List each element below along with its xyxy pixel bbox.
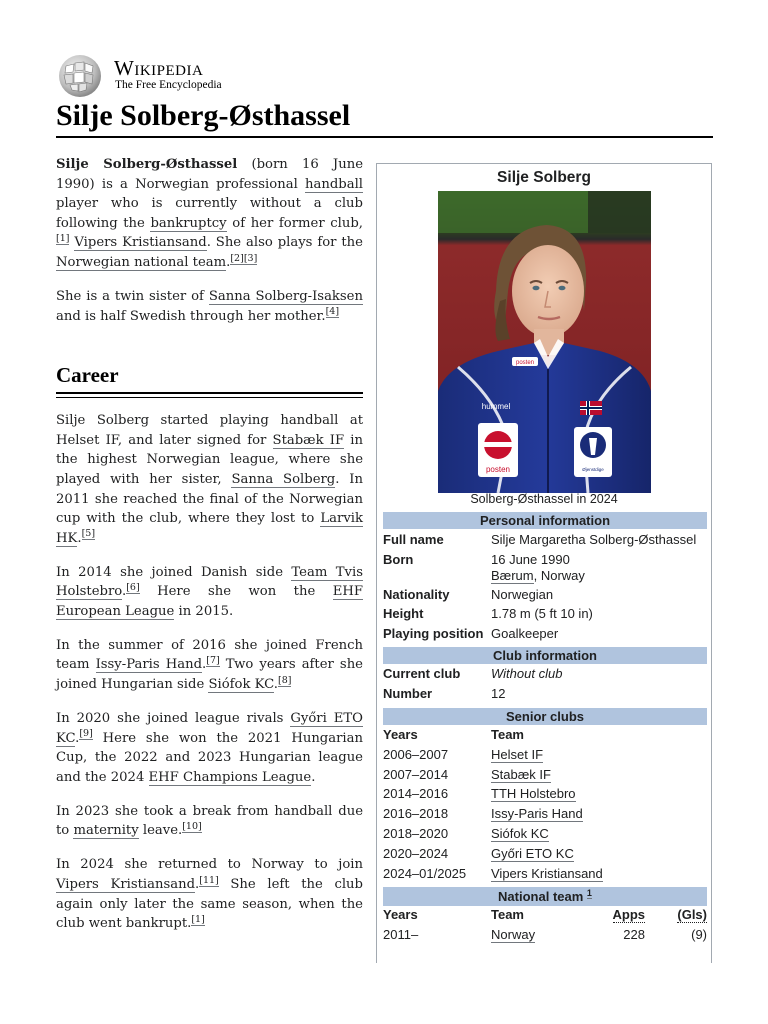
citation-link[interactable]: [3]: [243, 252, 258, 264]
link-larvik-hk[interactable]: Larvik HK: [56, 511, 363, 546]
citation[interactable]: [230, 253, 257, 265]
text: and is half Swedish through her mother.: [56, 308, 326, 324]
note-link[interactable]: 1: [586, 887, 592, 898]
link-ehf-european-league[interactable]: EHF European League: [56, 584, 363, 619]
text: , Norway: [533, 568, 585, 583]
label: Height: [383, 606, 424, 621]
text: . She also plays for the: [206, 235, 363, 251]
senior-clubs-header-row: [383, 727, 707, 745]
text: player who is currently without a club following the: [56, 196, 363, 231]
link-maternity[interactable]: maternity: [73, 823, 139, 839]
jacket-sponsor-text: posten: [485, 465, 511, 474]
link-baerum[interactable]: Bærum: [491, 568, 534, 583]
national-team-header-row: [383, 907, 707, 925]
link-club[interactable]: Issy-Paris Hand: [491, 806, 583, 821]
infobox-row-full-name: [383, 532, 707, 550]
infobox-row-number: [383, 686, 707, 704]
citation-link[interactable]: [1]: [56, 232, 70, 244]
citation[interactable]: [199, 875, 219, 887]
page-title: Silje Solberg-Østhassel: [56, 99, 351, 132]
column-header-years: Years: [383, 907, 418, 922]
link-club[interactable]: Győri ETO KC: [491, 846, 574, 861]
label: Full name: [383, 532, 444, 547]
title-divider: [56, 136, 713, 138]
goals: (9): [691, 927, 707, 942]
citation[interactable]: [82, 528, 95, 540]
text: .: [195, 876, 200, 892]
citation-link[interactable]: [5]: [81, 528, 96, 540]
citation[interactable]: [126, 582, 139, 594]
column-header-team: Team: [491, 907, 524, 922]
citation-link[interactable]: [8]: [277, 674, 292, 686]
infobox-row-current-club: [383, 666, 707, 684]
apps: 228: [623, 927, 645, 942]
career-paragraph-2: [56, 563, 363, 622]
link-vipers-kristiansand[interactable]: Vipers Kristiansand: [74, 235, 207, 251]
link-ehf-champions-league[interactable]: EHF Champions League: [148, 769, 312, 785]
value: 1.78 m (5 ft 10 in): [491, 606, 593, 621]
value: Without club: [491, 666, 563, 681]
label: Nationality: [383, 587, 450, 602]
collar-sponsor-text: posten: [515, 360, 535, 366]
years: 2018–2020: [383, 826, 449, 841]
infobox-row-nationality: [383, 587, 707, 605]
career-paragraph-6: [56, 855, 363, 933]
citation[interactable]: [56, 233, 69, 245]
text: in the highest Norwegian league, where she played with her sister,: [56, 432, 363, 487]
link-norwegian-national-team[interactable]: Norwegian national team: [56, 254, 227, 270]
senior-club-row: [383, 767, 707, 785]
citation-link[interactable]: [7]: [206, 655, 220, 667]
text: In 2014 she joined Danish side: [56, 564, 292, 580]
text: .: [202, 657, 207, 673]
wikipedia-tagline: The Free Encyclopedia: [115, 79, 222, 91]
value: Goalkeeper: [491, 626, 559, 641]
citation-link[interactable]: [4]: [325, 306, 340, 318]
link-sanna-solberg-isaksen[interactable]: Sanna Solberg-Isaksen: [208, 288, 363, 304]
section-senior-clubs: Senior clubs: [383, 708, 707, 725]
text: in 2015.: [174, 603, 234, 619]
senior-club-row: [383, 826, 707, 844]
text: Here she won the: [139, 584, 333, 600]
infobox-row-height: [383, 606, 707, 624]
link-bankruptcy[interactable]: bankruptcy: [150, 215, 227, 231]
born-date: 16 June 1990: [491, 552, 570, 567]
intro-paragraph-1: [56, 155, 363, 273]
infobox: [376, 163, 712, 963]
link-handball[interactable]: handball: [304, 176, 363, 192]
infobox-title: Silje Solberg: [497, 169, 591, 186]
text: (born 16 June 1990) is a Norwegian professional: [56, 157, 363, 192]
text: She is a twin sister of: [56, 288, 209, 304]
text: .: [75, 730, 80, 746]
text: leave.: [138, 823, 183, 839]
wikipedia-wordmark[interactable]: Wikipedia: [114, 56, 204, 80]
photo-caption: Solberg-Østhassel in 2024: [470, 492, 618, 506]
label: Playing position: [383, 626, 484, 641]
citation-link[interactable]: [2]: [230, 252, 244, 264]
heading-divider: [56, 392, 363, 398]
citation[interactable]: [326, 306, 339, 318]
text: She left the club again only later the same season, when the club went bankrupt.: [56, 876, 363, 932]
national-team-row: [383, 927, 707, 945]
citation[interactable]: [278, 675, 291, 687]
value: Norwegian: [491, 587, 554, 602]
link-stabaek-if[interactable]: Stabæk IF: [272, 432, 345, 448]
senior-club-row: [383, 866, 707, 884]
citation[interactable]: [191, 914, 204, 926]
value: 12: [491, 686, 506, 701]
years: 2020–2024: [383, 846, 449, 861]
label: Born: [383, 552, 414, 567]
text: In 2023 she took a break from handball due to: [56, 803, 363, 839]
link-club[interactable]: Helset IF: [491, 747, 544, 762]
infobox-row-born: [383, 552, 707, 588]
link-team-tvis-holstebro[interactable]: Team Tvis Holstebro: [56, 564, 363, 600]
infobox-row-playing-position: [383, 626, 707, 644]
text: Here she won the 2021 Hungarian Cup, the 2022 and 2023 Hungarian league and the 2024: [56, 730, 363, 785]
citation-link[interactable]: [10]: [182, 821, 202, 832]
text: In 2024 she returned to Norway to join: [56, 857, 363, 873]
citation-link[interactable]: [6]: [126, 581, 140, 593]
link-club[interactable]: TTH Holstebro: [491, 786, 576, 801]
column-header-apps[interactable]: Apps: [612, 907, 645, 922]
years: 2016–2018: [383, 806, 449, 821]
section-title: National team: [498, 889, 584, 904]
text: In the summer of 2016 she joined French team: [56, 637, 363, 673]
player-photo-illustration: [438, 191, 651, 493]
years: 2011–: [383, 927, 419, 942]
citation-link[interactable]: [11]: [199, 874, 219, 886]
jacket-brand-text: hummel: [481, 402, 511, 411]
value: Silje Margaretha Solberg-Østhassel: [491, 532, 697, 547]
link-issy-paris-hand[interactable]: Issy-Paris Hand: [95, 657, 203, 673]
years: 2006–2007: [383, 747, 449, 762]
text: .: [226, 254, 231, 270]
citation[interactable]: [79, 728, 92, 740]
senior-club-row: [383, 747, 707, 765]
link-club[interactable]: Vipers Kristiansand: [491, 866, 603, 881]
section-national-team: [383, 887, 707, 906]
senior-club-row: [383, 846, 707, 864]
text: .: [77, 530, 82, 546]
text: of her former club,: [226, 215, 363, 231]
born-place: [491, 568, 585, 583]
career-paragraph-1: [56, 411, 363, 548]
player-photo[interactable]: [438, 191, 651, 493]
career-paragraph-5: [56, 802, 363, 841]
career-paragraph-3: [56, 636, 363, 695]
citation[interactable]: [182, 821, 202, 833]
link-vipers-kristiansand[interactable]: Vipers Kristiansand: [56, 876, 196, 892]
text: Two years after she joined Hungarian side: [56, 657, 363, 693]
label: Current club: [383, 666, 461, 681]
link-sanna-solberg[interactable]: Sanna Solberg: [231, 471, 336, 487]
article-body: [56, 155, 363, 948]
wikipedia-header: [56, 54, 316, 98]
link-norway[interactable]: Norway: [491, 927, 536, 942]
years: 2014–2016: [383, 786, 449, 801]
text: .: [121, 584, 127, 600]
subject-name: Silje Solberg-Østhassel: [56, 157, 238, 172]
career-paragraph-4: [56, 709, 363, 787]
citation-link[interactable]: [9]: [79, 728, 93, 740]
text: Silje Solberg started playing handball at Helset IF, and later signed for: [56, 413, 363, 448]
years: 2024–01/2025: [383, 866, 467, 881]
wikipedia-globe-logo-icon[interactable]: [56, 54, 104, 98]
years: 2007–2014: [383, 767, 449, 782]
citation[interactable]: [206, 655, 219, 667]
section-club-information: Club information: [383, 647, 707, 664]
text: .: [273, 677, 278, 693]
text: In 2020 she joined league rivals: [56, 711, 291, 727]
column-header-years: Years: [383, 727, 418, 742]
link-club[interactable]: Stabæk IF: [491, 767, 551, 782]
citation-link[interactable]: [1]: [191, 913, 205, 925]
link-club[interactable]: Siófok KC: [491, 826, 549, 841]
text: .: [311, 769, 316, 785]
section-heading-career: Career: [56, 363, 119, 388]
senior-club-row: [383, 786, 707, 804]
link-siofok-kc[interactable]: Siófok KC: [208, 677, 274, 693]
column-header-team: Team: [491, 727, 524, 742]
text: . In 2011 she reached the final of the Norwegian cup with the club, where they lost to: [56, 471, 364, 527]
intro-paragraph-2: [56, 287, 363, 326]
column-header-goals[interactable]: (Gls): [677, 907, 707, 922]
jacket-sponsor2-text: Øjenstdige: [582, 467, 604, 472]
section-personal-information: Personal information: [383, 512, 707, 529]
label: Number: [383, 686, 433, 701]
link-gyori-eto-kc[interactable]: Győri ETO KC: [56, 711, 363, 746]
senior-club-row: [383, 806, 707, 824]
